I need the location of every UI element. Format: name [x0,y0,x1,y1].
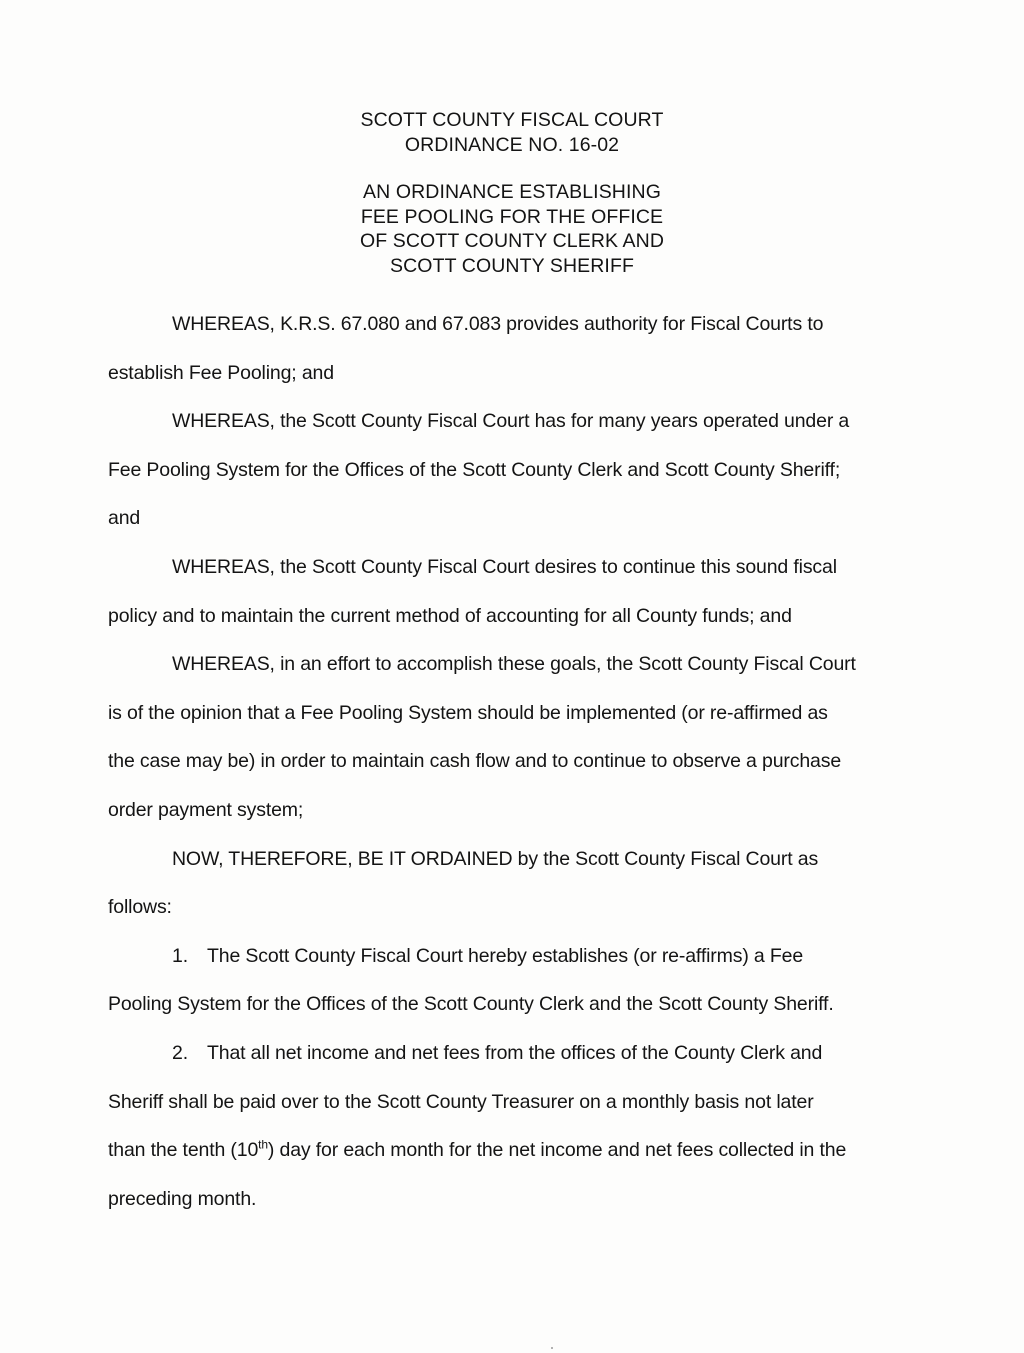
item-1-line-2: Pooling System for the Offices of the Scott County Clerk and the Scott County Sheriff. [108,993,834,1016]
ordinance-number: ORDINANCE NO. 16-02 [404,133,620,156]
item-2-line-4: preceding month. [108,1187,257,1210]
court-name: SCOTT COUNTY FISCAL COURT [360,109,664,131]
item-2-line-3-end: ) day for each month for the net income and net fees collected in the [267,1139,847,1162]
ordinance-body [108,300,920,1223]
whereas-3-line-2: policy and to maintain the current method of accounting for all County funds; and [108,604,792,627]
whereas-4-line-4: order payment system; [108,798,304,821]
item-2-line-3-start: than the tenth (10 [108,1139,259,1162]
whereas-2-line-1: WHEREAS, the Scott County Fiscal Court has for many years operated under a [172,410,850,433]
court-header [0,108,1024,157]
ordain-line-2: follows: [108,896,172,919]
item-2-number: 2. [172,1041,188,1064]
ordain-line-1: NOW, THEREFORE, BE IT ORDAINED by the Scott County Fiscal Court as [172,847,819,870]
title-line-4: SCOTT COUNTY SHERIFF [390,254,634,277]
title-line-2: FEE POOLING FOR THE OFFICE [360,205,664,228]
scan-speck [551,1347,553,1349]
whereas-4-line-3: the case may be) in order to maintain cash flow and to continue to observe a purchase [108,750,842,773]
item-1-number: 1. [172,944,188,967]
item-2-line-3 [108,1126,920,1175]
whereas-3-line-1: WHEREAS, the Scott County Fiscal Court desires to continue this sound fiscal [172,555,837,578]
item-2-line-1 [108,1029,920,1078]
title-line-1: AN ORDINANCE ESTABLISHING [363,181,661,203]
whereas-4-line-1: WHEREAS, in an effort to accomplish these goals, the Scott County Fiscal Court [172,653,856,676]
ordinal-superscript: th [258,1137,268,1152]
whereas-1-line-1: WHEREAS, K.R.S. 67.080 and 67.083 provides authority for Fiscal Courts to [172,313,824,335]
whereas-4-line-2: is of the opinion that a Fee Pooling System should be implemented (or re-affirmed as [108,701,828,724]
item-1-text: The Scott County Fiscal Court hereby establishes (or re-affirms) a Fee [207,944,804,967]
ordinance-title [0,180,1024,278]
whereas-1-line-2: establish Fee Pooling; and [108,361,334,384]
whereas-2-line-3: and [108,507,141,530]
title-line-3: OF SCOTT COUNTY CLERK AND [359,230,665,252]
whereas-2-line-2: Fee Pooling System for the Offices of the Scott County Clerk and Scott County Sheriff; [108,458,841,481]
item-2-line-2: Sheriff shall be paid over to the Scott County Treasurer on a monthly basis not later [108,1090,814,1113]
item-1-line-1 [108,932,920,981]
item-2-text: That all net income and net fees from the offices of the County Clerk and [207,1041,823,1064]
